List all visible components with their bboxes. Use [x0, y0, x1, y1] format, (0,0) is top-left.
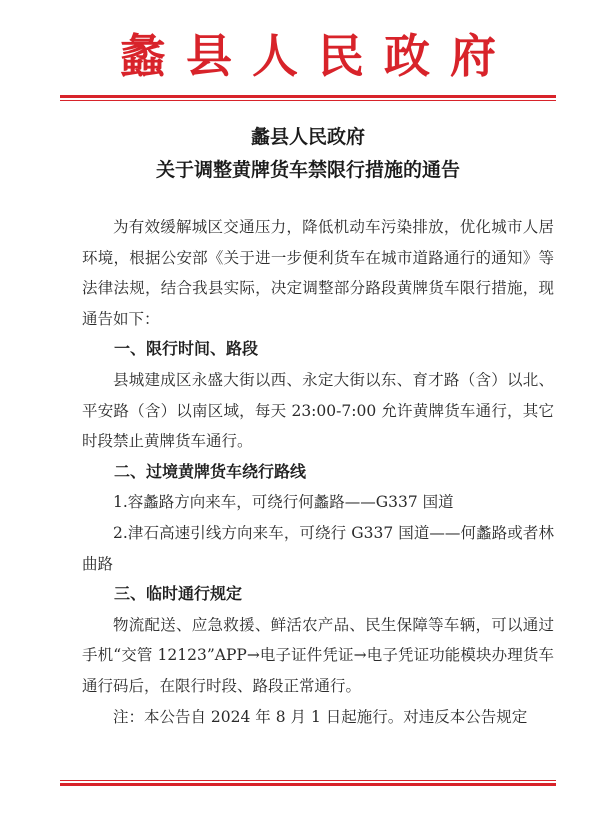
title-issuer: 蠡县人民政府 — [250, 126, 365, 148]
masthead-rule-thick — [60, 95, 556, 98]
intro-paragraph: 为有效缓解城区交通压力，降低机动车污染排放，优化城市人居环境，根据公安部《关于进一步便利货车在城市道路通行的通知》等法律法规，结合我县实际，决定调整部分路段黄牌货车限行措施，现通告如下： — [82, 218, 554, 328]
masthead-rule-thin — [60, 100, 556, 101]
section-3-paragraph: 物流配送、应急救援、鲜活农产品、民生保障等车辆，可以通过手机“交管 12123”APP→电子证件凭证→电子凭证功能模块办理货车通行码后，在限行时段、路段正常通行。 — [82, 615, 554, 695]
section-heading-2: 二、过境黄牌货车绕行路线 — [114, 461, 307, 481]
footer-rule-thick — [60, 783, 556, 786]
footer-rule-thin — [60, 780, 556, 781]
document-body — [82, 212, 554, 732]
section-2-item-1: 1.容蠡路方向来车，可绕行何蠡路——G337 国道 — [113, 493, 454, 512]
section-heading-3: 三、临时通行规定 — [114, 584, 243, 604]
government-masthead: 蠡县人民政府 — [120, 29, 516, 83]
title-subject: 关于调整黄牌货车禁限行措施的通告 — [155, 159, 460, 181]
section-2-item-2: 2.津石高速引线方向来车，可绕行 G337 国道——何蠡路或者林曲路 — [82, 523, 554, 573]
effective-date-note: 注：本公告自 2024 年 8 月 1 日起施行。对违反本公告规定 — [113, 707, 528, 726]
section-1-paragraph: 县城建成区永盛大街以西、永定大街以东、育才路（含）以北、平安路（含）以南区域，每天 23:00-7:00 允许黄牌货车通行，其它时段禁止黄牌货车通行。 — [82, 370, 554, 451]
section-heading-1: 一、限行时间、路段 — [114, 339, 259, 359]
